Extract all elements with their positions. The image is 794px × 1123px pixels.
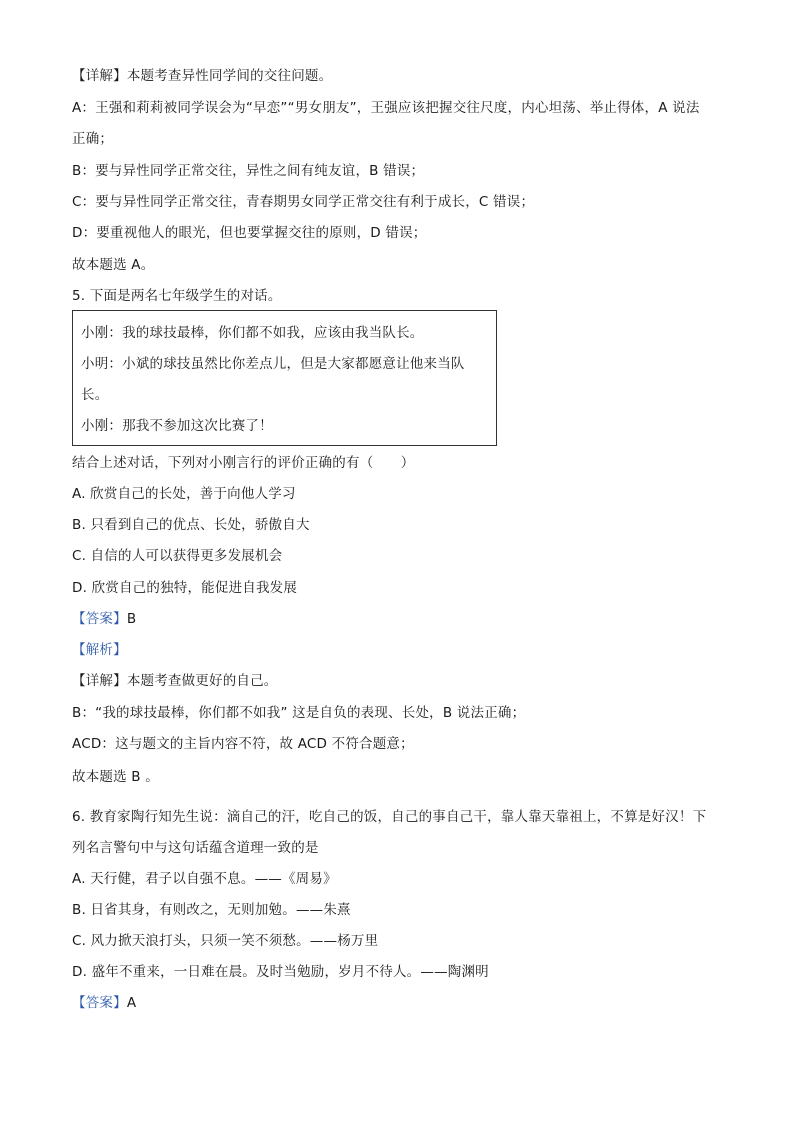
answer-value: B xyxy=(126,611,137,627)
q6-stem-line2: 列名言警句中与这句话蕴含道理一致的是 xyxy=(72,840,319,856)
q5-analysis-tag: 【解析】 xyxy=(72,642,127,658)
prev-detail-line xyxy=(72,66,332,86)
q6-answer-line xyxy=(72,993,136,1013)
q5-option-a: A. 欣赏自己的长处，善于向他人学习 xyxy=(72,486,296,502)
prev-option-a-line1: A：王强和莉莉被同学误会为“早恋”“男女朋友”，王强应该把握交往尺度，内心坦荡、举止得体，A 说法 xyxy=(72,100,700,116)
q6-stem-line1: 6. 教育家陶行知先生说：滴自己的汗，吃自己的饭，自己的事自己干，靠人靠天靠祖上，不算是好汉！下 xyxy=(72,809,707,825)
q5-option-d: D. 欣赏自己的独特，能促进自我发展 xyxy=(72,580,298,596)
prev-option-d: D：要重视他人的眼光，但也要掌握交往的原则，D 错误； xyxy=(72,225,427,241)
q6-option-d: D. 盛年不重来，一日难在晨。及时当勉励，岁月不待人。——陶渊明 xyxy=(72,964,489,980)
q5-conclusion: 故本题选 B 。 xyxy=(72,769,159,785)
prev-option-c: C：要与异性同学正常交往，青春期男女同学正常交往有利于成长，C 错误； xyxy=(72,194,535,210)
q5-answer-line xyxy=(72,609,136,629)
answer-tag: 【答案】 xyxy=(72,611,127,627)
q6-option-c: C. 风力掀天浪打头，只须一笑不须愁。——杨万里 xyxy=(72,933,379,949)
detail-tag: 【详解】 xyxy=(72,68,127,84)
q5-stem: 5. 下面是两名七年级学生的对话。 xyxy=(72,288,282,304)
q5-option-c: C. 自信的人可以获得更多发展机会 xyxy=(72,548,283,564)
q5-expl-b: B：“我的球技最棒，你们都不如我” 这是自负的表现、长处，B 说法正确； xyxy=(72,705,526,721)
answer-value: A xyxy=(126,995,137,1011)
dialog-line-2b: 长。 xyxy=(81,387,109,403)
q6-option-b: B. 日省其身，有则改之，无则加勉。——朱熹 xyxy=(72,902,351,918)
detail-text: 本题考查做更好的自己。 xyxy=(126,673,278,689)
detail-tag: 【详解】 xyxy=(72,673,127,689)
q5-detail-line xyxy=(72,671,278,691)
q5-expl-acd: ACD：这与题文的主旨内容不符，故 ACD 不符合题意； xyxy=(72,736,414,752)
q5-option-b: B. 只看到自己的优点、长处，骄傲自大 xyxy=(72,517,310,533)
prev-conclusion: 故本题选 A。 xyxy=(72,257,155,273)
q6-option-a: A. 天行健，君子以自强不息。——《周易》 xyxy=(72,871,337,887)
detail-text: 本题考查异性同学间的交往问题。 xyxy=(126,68,333,84)
prev-option-a-line2: 正确； xyxy=(72,131,114,147)
dialog-line-1: 小刚：我的球技最棒，你们都不如我，应该由我当队长。 xyxy=(81,325,424,341)
answer-tag: 【答案】 xyxy=(72,995,127,1011)
dialog-line-2a: 小明：小斌的球技虽然比你差点儿，但是大家都愿意让他来当队 xyxy=(81,356,465,372)
dialog-line-3: 小刚：那我不参加这次比赛了！ xyxy=(81,418,273,434)
prev-option-b: B：要与异性同学正常交往，异性之间有纯友谊，B 错误； xyxy=(72,163,425,179)
dialog-box xyxy=(72,310,497,446)
q5-question: 结合上述对话，下列对小刚言行的评价正确的有（ ） xyxy=(72,455,415,471)
